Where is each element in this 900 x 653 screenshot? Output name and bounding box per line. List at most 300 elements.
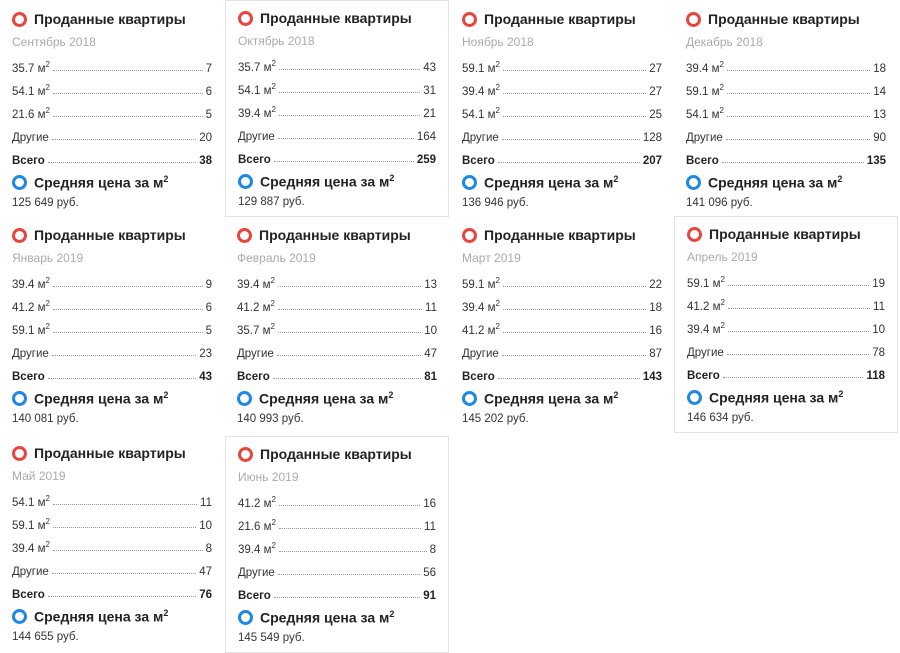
area-row [12,532,212,555]
others-label: Другие [687,347,724,359]
area-row [687,267,885,290]
dotted-leader [53,93,203,94]
area-label: 21.6 м [12,109,46,121]
area-label: 41.2 м [687,301,721,313]
total-label: Всего [462,155,495,167]
total-label: Всего [12,155,45,167]
stats-card-jun-2019 [225,436,449,653]
avg-price-header [12,605,212,627]
others-count: 78 [872,347,885,359]
area-unit-sup: 2 [270,276,275,286]
others-label: Другие [686,132,723,144]
total-count: 135 [866,155,886,167]
period-label: Май 2019 [12,469,66,483]
period-label: Январь 2019 [12,251,84,265]
avg-price-value: 140 993 руб. [237,413,304,425]
dotted-leader [53,332,203,333]
area-row [238,97,436,120]
total-row [462,360,662,383]
period-label: Апрель 2019 [687,250,758,264]
avg-price-title: Средняя цена за м [34,390,164,407]
area-count: 11 [873,301,885,313]
dotted-leader [727,93,870,94]
total-label: Всего [12,589,45,601]
others-label: Другие [238,131,275,143]
area-row [12,486,212,509]
area-unit-sup: 2 [720,298,725,308]
stats-card-jan-2019 [0,218,224,435]
dotted-leader [53,550,203,551]
area-count: 13 [873,109,886,121]
area-unit-sup: 2 [495,83,500,93]
area-label: 39.4 м [462,302,496,314]
area-row [686,75,886,98]
sold-title: Проданные квартиры [260,446,412,462]
area-label: 54.1 м [12,497,46,509]
period-label: Ноябрь 2018 [462,35,534,49]
stats-card-sep-2018 [0,2,224,219]
others-row [462,121,662,144]
dotted-leader [498,378,640,379]
dotted-leader [279,115,420,116]
dotted-leader [728,331,869,332]
avg-price-value: 141 096 руб. [686,197,753,209]
area-count: 18 [649,302,662,314]
area-count: 10 [199,520,212,532]
dotted-leader [52,573,196,574]
area-count: 13 [424,279,437,291]
dotted-leader [53,70,203,71]
area-count: 5 [205,325,212,337]
area-label: 39.4 м [237,279,271,291]
dotted-leader [274,161,414,162]
avg-price-value: 125 649 руб. [12,197,79,209]
price-marker-icon [462,175,477,190]
area-label: 21.6 м [238,521,272,533]
area-label: 39.4 м [238,108,272,120]
dotted-leader [279,551,427,552]
area-count: 7 [205,63,212,75]
area-row [12,52,212,75]
dotted-leader [503,116,646,117]
area-unit-sup: 2 [719,106,724,116]
total-row [12,144,212,167]
total-count: 91 [423,590,436,602]
total-label: Всего [462,371,495,383]
area-count: 27 [649,86,662,98]
dotted-leader [53,504,197,505]
total-row [686,144,886,167]
area-count: 16 [649,325,662,337]
dotted-leader [53,309,203,310]
stats-card-may-2019 [0,436,224,653]
stats-card-feb-2019 [225,218,449,435]
avg-price-title: Средняя цена за м [260,173,390,190]
dotted-leader [278,332,421,333]
avg-price-sup: 2 [613,173,619,184]
dotted-leader [279,528,421,529]
area-row [462,268,662,291]
avg-price-header [238,170,436,192]
area-row [462,314,662,337]
dotted-leader [53,116,203,117]
dotted-leader [498,162,640,163]
area-label: 59.1 м [462,63,496,75]
area-unit-sup: 2 [45,276,50,286]
area-row [238,533,436,556]
dotted-leader [727,70,870,71]
others-row [237,337,437,360]
sold-marker-icon [12,446,27,461]
area-row [237,291,437,314]
others-row [12,555,212,578]
avg-price-header [687,386,885,408]
others-count: 47 [199,566,212,578]
area-label: 39.4 м [238,544,272,556]
others-row [238,120,436,143]
dotted-leader [726,139,870,140]
price-marker-icon [238,610,253,625]
stats-card-nov-2018 [450,2,674,219]
area-unit-sup: 2 [271,105,276,115]
total-count: 207 [642,155,662,167]
sold-header [687,223,885,245]
others-row [238,556,436,579]
price-marker-icon [12,175,27,190]
area-unit-sup: 2 [495,322,500,332]
avg-price-header [238,606,436,628]
area-row [238,487,436,510]
avg-price-value: 145 549 руб. [238,632,305,644]
total-label: Всего [237,371,270,383]
dotted-leader [722,162,864,163]
dotted-leader [502,139,640,140]
area-count: 9 [205,279,212,291]
others-label: Другие [462,348,499,360]
dotted-leader [503,286,646,287]
sold-header [12,8,212,30]
price-marker-icon [237,391,252,406]
others-count: 90 [873,132,886,144]
avg-price-header [12,387,212,409]
area-row [238,51,436,74]
area-unit-sup: 2 [271,518,276,528]
dotted-leader [727,116,870,117]
period-label: Октябрь 2018 [238,34,315,48]
area-unit-sup: 2 [495,60,500,70]
area-unit-sup: 2 [271,59,276,69]
total-count: 143 [642,371,662,383]
others-count: 47 [424,348,437,360]
sold-marker-icon [462,12,477,27]
area-count: 16 [423,498,436,510]
area-count: 6 [205,86,212,98]
stats-card-oct-2018 [225,0,449,217]
area-unit-sup: 2 [270,299,275,309]
total-row [237,360,437,383]
sold-title: Проданные квартиры [260,10,412,26]
dotted-leader [53,527,196,528]
sold-header [238,7,436,29]
dotted-leader [48,596,196,597]
period-label: Март 2019 [462,251,521,265]
area-unit-sup: 2 [720,275,725,285]
area-count: 27 [649,63,662,75]
area-row [12,509,212,532]
area-unit-sup: 2 [271,82,276,92]
avg-price-sup: 2 [389,172,395,183]
sold-header [462,8,662,30]
total-count: 38 [199,155,212,167]
dotted-leader [52,139,196,140]
area-row [12,75,212,98]
sold-marker-icon [12,12,27,27]
dotted-leader [723,377,864,378]
area-row [238,74,436,97]
avg-price-sup: 2 [389,608,395,619]
area-unit-sup: 2 [495,276,500,286]
others-count: 20 [199,132,212,144]
price-marker-icon [686,175,701,190]
dotted-leader [273,378,421,379]
stats-card-apr-2019 [674,216,898,433]
avg-price-header [12,171,212,193]
period-label: Декабрь 2018 [686,35,763,49]
price-marker-icon [12,391,27,406]
others-label: Другие [237,348,274,360]
area-unit-sup: 2 [719,60,724,70]
avg-price-title: Средняя цена за м [34,608,164,625]
area-count: 11 [200,497,212,509]
others-label: Другие [12,348,49,360]
sold-title: Проданные квартиры [34,11,186,27]
area-count: 31 [423,85,436,97]
avg-price-sup: 2 [837,173,843,184]
area-unit-sup: 2 [45,540,50,550]
price-marker-icon [12,609,27,624]
area-unit-sup: 2 [271,541,276,551]
area-count: 8 [205,543,212,555]
area-row [237,268,437,291]
area-label: 39.4 м [12,543,46,555]
others-row [462,337,662,360]
area-count: 11 [424,521,436,533]
area-label: 35.7 м [238,62,272,74]
area-unit-sup: 2 [45,494,50,504]
area-count: 21 [423,108,436,120]
others-count: 23 [199,348,212,360]
others-count: 164 [416,131,436,143]
dotted-leader [728,285,869,286]
sold-title: Проданные квартиры [709,226,861,242]
area-unit-sup: 2 [45,106,50,116]
others-count: 128 [642,132,662,144]
area-label: 35.7 м [237,325,271,337]
dotted-leader [279,505,420,506]
area-unit-sup: 2 [45,60,50,70]
sold-marker-icon [687,227,702,242]
area-row [687,290,885,313]
sold-title: Проданные квартиры [34,227,186,243]
dotted-leader [503,70,646,71]
dotted-leader [53,286,203,287]
sold-marker-icon [237,228,252,243]
others-row [687,336,885,359]
dotted-leader [728,308,870,309]
others-label: Другие [238,567,275,579]
area-row [238,510,436,533]
area-label: 41.2 м [12,302,46,314]
others-label: Другие [12,132,49,144]
avg-price-sup: 2 [163,389,169,400]
area-row [12,314,212,337]
sold-marker-icon [686,12,701,27]
area-count: 6 [205,302,212,314]
total-label: Всего [12,371,45,383]
area-label: 59.1 м [12,325,46,337]
dotted-leader [503,93,646,94]
area-count: 18 [873,63,886,75]
sold-marker-icon [462,228,477,243]
avg-price-sup: 2 [613,389,619,400]
area-label: 54.1 м [238,85,272,97]
area-row [462,291,662,314]
dotted-leader [52,355,196,356]
avg-price-sup: 2 [163,173,169,184]
dotted-leader [277,355,421,356]
area-row [12,291,212,314]
avg-price-value: 140 081 руб. [12,413,79,425]
avg-price-value: 145 202 руб. [462,413,529,425]
area-unit-sup: 2 [495,299,500,309]
area-unit-sup: 2 [45,299,50,309]
total-row [687,359,885,382]
avg-price-title: Средняя цена за м [484,174,614,191]
total-count: 81 [424,371,437,383]
area-row [462,98,662,121]
area-row [687,313,885,336]
area-label: 59.1 м [687,278,721,290]
dotted-leader [503,309,646,310]
area-label: 54.1 м [686,109,720,121]
total-label: Всего [687,370,720,382]
avg-price-value: 146 634 руб. [687,412,754,424]
dotted-leader [48,162,196,163]
area-row [12,98,212,121]
area-label: 41.2 м [462,325,496,337]
total-row [238,579,436,602]
total-label: Всего [686,155,719,167]
total-row [238,143,436,166]
area-row [462,75,662,98]
area-label: 39.4 м [686,63,720,75]
area-count: 10 [872,324,885,336]
dotted-leader [274,597,420,598]
avg-price-sup: 2 [388,389,394,400]
area-row [462,52,662,75]
area-label: 41.2 м [238,498,272,510]
area-label: 54.1 м [462,109,496,121]
area-count: 5 [205,109,212,121]
area-label: 59.1 м [686,86,720,98]
sold-title: Проданные квартиры [708,11,860,27]
sold-header [237,224,437,246]
area-unit-sup: 2 [45,322,50,332]
total-count: 43 [199,371,212,383]
avg-price-header [462,387,662,409]
avg-price-title: Средняя цена за м [260,609,390,626]
others-label: Другие [12,566,49,578]
total-count: 76 [199,589,212,601]
dotted-leader [278,309,422,310]
area-label: 35.7 м [12,63,46,75]
area-row [686,98,886,121]
dotted-leader [727,354,869,355]
total-row [12,578,212,601]
total-label: Всего [238,154,271,166]
avg-price-value: 129 887 руб. [238,196,305,208]
period-label: Июнь 2019 [238,470,299,484]
stats-card-mar-2019 [450,218,674,435]
area-unit-sup: 2 [45,83,50,93]
area-count: 14 [873,86,886,98]
dotted-leader [278,574,420,575]
dotted-leader [278,286,421,287]
area-label: 59.1 м [12,520,46,532]
sold-header [686,8,886,30]
sold-title: Проданные квартиры [34,445,186,461]
sold-title: Проданные квартиры [484,227,636,243]
price-marker-icon [687,390,702,405]
area-unit-sup: 2 [495,106,500,116]
price-marker-icon [462,391,477,406]
area-label: 54.1 м [12,86,46,98]
area-row [237,314,437,337]
dotted-leader [279,92,420,93]
area-unit-sup: 2 [270,322,275,332]
total-row [462,144,662,167]
area-row [12,268,212,291]
area-label: 39.4 м [687,324,721,336]
others-label: Другие [462,132,499,144]
others-row [12,337,212,360]
others-row [12,121,212,144]
area-count: 10 [424,325,437,337]
area-count: 11 [425,302,437,314]
avg-price-sup: 2 [838,388,844,399]
avg-price-header [462,171,662,193]
total-row [12,360,212,383]
area-label: 41.2 м [237,302,271,314]
area-count: 43 [423,62,436,74]
area-count: 19 [872,278,885,290]
area-unit-sup: 2 [271,495,276,505]
total-count: 259 [416,154,436,166]
area-unit-sup: 2 [719,83,724,93]
total-count: 118 [866,370,885,382]
sold-header [462,224,662,246]
area-unit-sup: 2 [720,321,725,331]
dotted-leader [502,355,646,356]
period-label: Сентябрь 2018 [12,35,96,49]
avg-price-title: Средняя цена за м [709,389,839,406]
sold-title: Проданные квартиры [484,11,636,27]
avg-price-header [686,171,886,193]
dotted-leader [503,332,646,333]
avg-price-title: Средняя цена за м [484,390,614,407]
avg-price-value: 136 946 руб. [462,197,529,209]
sold-marker-icon [238,11,253,26]
